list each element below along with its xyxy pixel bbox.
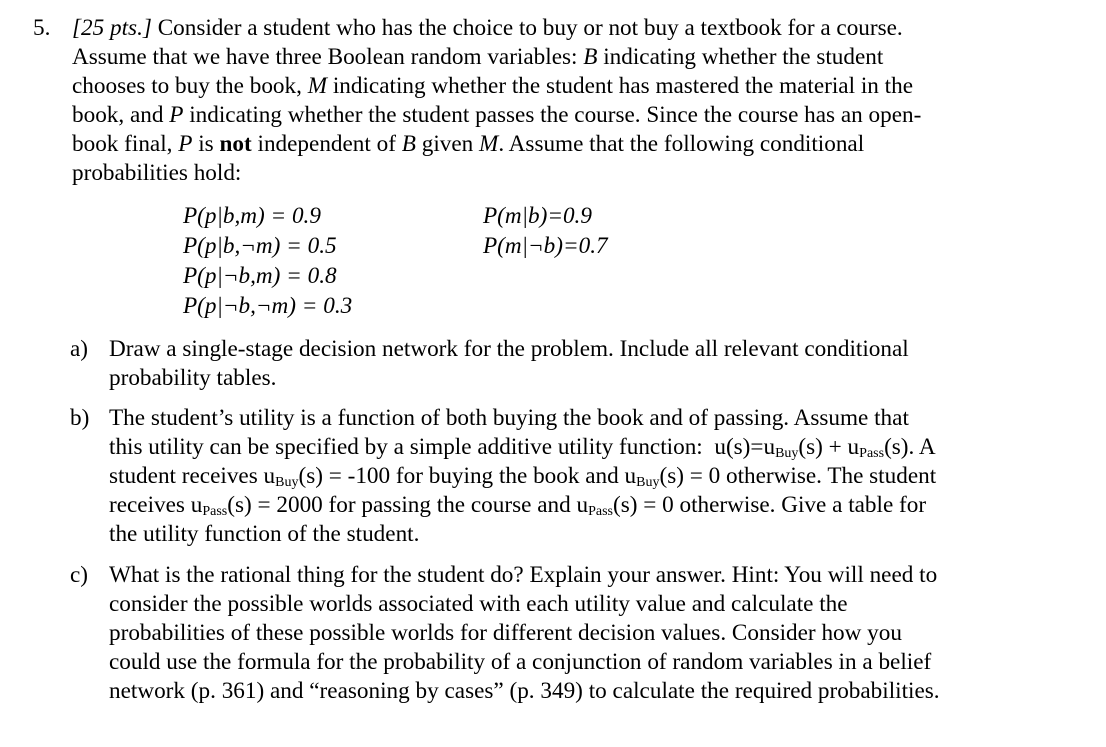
- part-b-letter: b): [70, 405, 90, 431]
- part-c-line-3: probabilities of these possible worlds for different decision values. Consider how you: [109, 620, 902, 646]
- prob-m-given-not-b: P(m|¬b)=0.7: [483, 233, 608, 259]
- part-b-line-5: the utility function of the student.: [109, 521, 420, 547]
- part-b-line-4: receives $u_{Pass}(s) = 2000$ for passing the course and $u_{Pass}(s) = 0$ otherwise. Give a table for: [109, 492, 927, 519]
- part-b-line-2: this utility can be specified by a simple additive utility function: $u(s)=u_{Buy}(s) + u_{Pass}(s)$. A: [109, 434, 936, 461]
- intro-line-2: Assume that we have three Boolean random variables: B indicating whether the student: [72, 44, 884, 70]
- points-label: [25 pts.]: [72, 15, 152, 41]
- part-b-line-1: The student’s utility is a function of both buying the book and of passing. Assume that: [109, 405, 909, 431]
- intro-line-5: book final, P is not independent of B given M. Assume that the following conditional: [72, 131, 865, 157]
- part-c-line-4: could use the formula for the probability of a conjunction of random variables in a belief: [109, 649, 932, 675]
- problem-number: 5.: [33, 15, 51, 41]
- prob-m-given-b: P(m|b)=0.9: [483, 203, 592, 229]
- intro-line-6: probabilities hold:: [72, 160, 242, 186]
- prob-p-given-b-not-m: P(p|b,¬m) = 0.5: [183, 233, 337, 259]
- part-c-line-2: consider the possible worlds associated with each utility value and calculate the: [109, 591, 848, 617]
- prob-p-given-b-m: P(p|b,m) = 0.9: [183, 203, 321, 229]
- prob-p-given-not-b-m: P(p|¬b,m) = 0.8: [183, 263, 337, 289]
- part-a-letter: a): [70, 336, 89, 362]
- intro-line-3: chooses to buy the book, M indicating whether the student has mastered the material in the: [72, 73, 913, 99]
- prob-p-given-not-b-not-m: P(p|¬b,¬m) = 0.3: [183, 293, 353, 319]
- part-c-letter: c): [70, 562, 89, 588]
- part-b-line-3: student receives $u_{Buy}(s) = -100$ for buying the book and $u_{Buy}(s) = 0$ otherwise. The student: [109, 463, 937, 490]
- intro-line-4: book, and P indicating whether the student passes the course. Since the course has an open-: [72, 102, 922, 128]
- part-c-line-1: What is the rational thing for the student do? Explain your answer. Hint: You will need to: [109, 562, 938, 588]
- intro-line-1: [25 pts.] Consider a student who has the choice to buy or not buy a textbook for a course.: [72, 15, 903, 41]
- part-c-line-5: network (p. 361) and “reasoning by cases” (p. 349) to calculate the required probabilities.: [109, 678, 940, 704]
- part-a-line-1: Draw a single-stage decision network for the problem. Include all relevant conditional: [109, 336, 909, 362]
- utility-formula: $u(s)=u_{Buy}(s) + u_{Pass}(s)$. A: [714, 434, 936, 461]
- part-a-line-2: probability tables.: [109, 365, 277, 391]
